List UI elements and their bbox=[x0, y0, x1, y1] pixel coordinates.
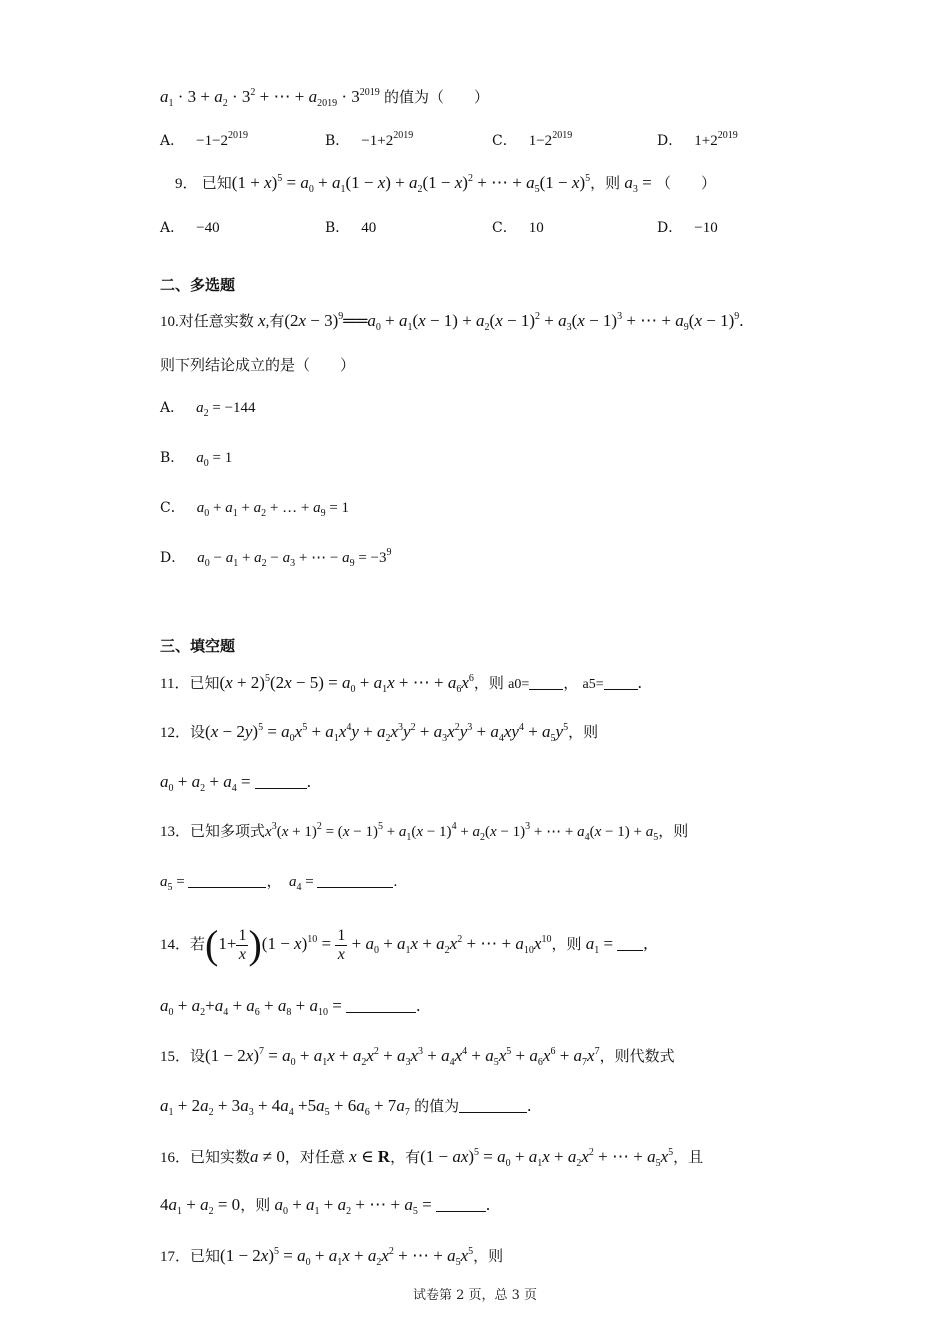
q9-option-d[interactable]: D． −10 bbox=[657, 220, 718, 236]
q9-option-b[interactable]: B． 40 bbox=[325, 220, 377, 236]
q9-option-a[interactable]: A． −40 bbox=[160, 220, 220, 236]
q10-stem: 10.对任意实数 x,有$(2x - 3)^9══a_0 + a_1(x - 1) + a_2(x - 1)^2 + a_3(x - 1)^3$ + ⋯ + $a_9(x - 1)^9$. bbox=[160, 311, 744, 333]
q16-blank[interactable] bbox=[436, 1197, 486, 1212]
q17-stem: 17．已知$(1 - 2x)^5 = a_0 + a_1x + a_2x^2$ + ⋯ + $a_5x^5$，则 bbox=[160, 1246, 504, 1268]
q10-option-c[interactable]: C． $a_0 + a_1 + a_2$ + … + $a_9 = 1$ bbox=[160, 500, 350, 519]
q8-option-b[interactable]: B． $-1+2^{2019}$ bbox=[325, 130, 414, 149]
q12-stem-line2: $a_0 + a_2 + a_4$ = . bbox=[160, 772, 312, 794]
q8-option-a[interactable]: A． $-1-2^{2019}$ bbox=[160, 130, 249, 149]
q14-stem-line2: $a_0 + a_2+a_4 + a_6 + a_8 + a_{10}$ = . bbox=[160, 996, 421, 1018]
section-multiple-choice-title: 二、多选题 bbox=[160, 276, 236, 294]
q12-stem: 12．设$(x - 2y)^5 = a_0x^5 + a_1x^4y + a_2x^3y^2 + a_3x^2y^3 + a_4xy^4 + a_5y^5$，则 bbox=[160, 722, 599, 744]
q14-stem: 14．若(1+ $\frac{1}{x}$ )$(1 - x)^{10}$ = $\frac{1}{x}$ + $a_0 + a_1x + a_2x^2$ + ⋯ + $a_{10}x^{10}$，则 $a_1$ = , bbox=[160, 922, 648, 968]
q9-option-c[interactable]: C． 10 bbox=[492, 220, 544, 236]
section-fill-in-title: 三、填空题 bbox=[160, 637, 236, 655]
q8-option-d[interactable]: D． $1+2^{2019}$ bbox=[657, 130, 738, 149]
q16-stem: 16．已知实数a ≠ 0，对任意 x ∈ R，有$(1 - ax)^5 = a_0 + a_1x + a_2x^2$ + ⋯ + $a_5x^5$，且 bbox=[160, 1147, 704, 1169]
q12-blank[interactable] bbox=[255, 774, 307, 789]
q15-stem: 15．设$(1 - 2x)^7 = a_0 + a_1x + a_2x^2 + a_3x^3 + a_4x^4 + a_5x^5 + a_6x^6 + a_7x^7$，则代数式 bbox=[160, 1046, 675, 1068]
q10-option-a[interactable]: A． $a_2 = -144$ bbox=[160, 400, 256, 419]
q10-option-d[interactable]: D． $a_0 - a_1 + a_2 - a_3$ + ⋯ − $a_9 = -3^9$ bbox=[160, 547, 392, 569]
q10-option-b[interactable]: B． $a_0 = 1$ bbox=[160, 450, 233, 469]
q13-stem: 13．已知多项式$x^3(x + 1)^2 = (x - 1)^5 + a_1(x - 1)^4 + a_2(x - 1)^3$ + ⋯ + $a_4(x - 1) + a_5$，则 bbox=[160, 821, 689, 843]
q11-blank-a5[interactable] bbox=[604, 675, 638, 690]
q11-blank-a0[interactable] bbox=[529, 675, 563, 690]
q8-stem-line: $a_1 \cdot 3 + a_2 \cdot 3^2$ + ⋯ + $a_{2019} \cdot 3^{2019}$ 的值为（ ） bbox=[160, 87, 490, 109]
q13-blank-a4[interactable] bbox=[317, 873, 393, 888]
q10-stem-line2: 则下列结论成立的是（ ） bbox=[160, 356, 356, 374]
q14-blank-a1[interactable] bbox=[617, 936, 643, 951]
q8-option-c[interactable]: C． $1-2^{2019}$ bbox=[492, 130, 573, 149]
page-footer: 试卷第 2 页，总 3 页 bbox=[412, 1288, 538, 1303]
q9-stem: 9． 已知$(1 + x)^5 = a_0 + a_1(1 - x) + a_2(1 - x)^2$ + ⋯ + $a_5(1 - x)^5$，则 $a_3$ = （ ） bbox=[175, 173, 716, 195]
q16-stem-line2: $4a_1 + a_2 = 0$，则 $a_0 + a_1 + a_2$ + ⋯ + $a_5$ = . bbox=[160, 1195, 491, 1217]
q13-blank-a5[interactable] bbox=[188, 873, 266, 888]
q13-stem-line2: $a_5$ = ， $a_4$ = . bbox=[160, 874, 398, 893]
q11-stem: 11．已知$(x + 2)^5(2x - 5) = a_0 + a_1x$ + ⋯ + $a_6x^6$，则 a0= ， a5= . bbox=[160, 673, 642, 695]
q8-stem-tail: 的值为（ ） bbox=[384, 88, 490, 106]
q14-blank-sum[interactable] bbox=[346, 998, 416, 1013]
q15-blank[interactable] bbox=[459, 1098, 527, 1113]
q15-stem-line2: $a_1 + 2a_2 + 3a_3 + 4a_4 +5a_5 + 6a_6 + 7a_7$ 的值为 . bbox=[160, 1096, 532, 1118]
